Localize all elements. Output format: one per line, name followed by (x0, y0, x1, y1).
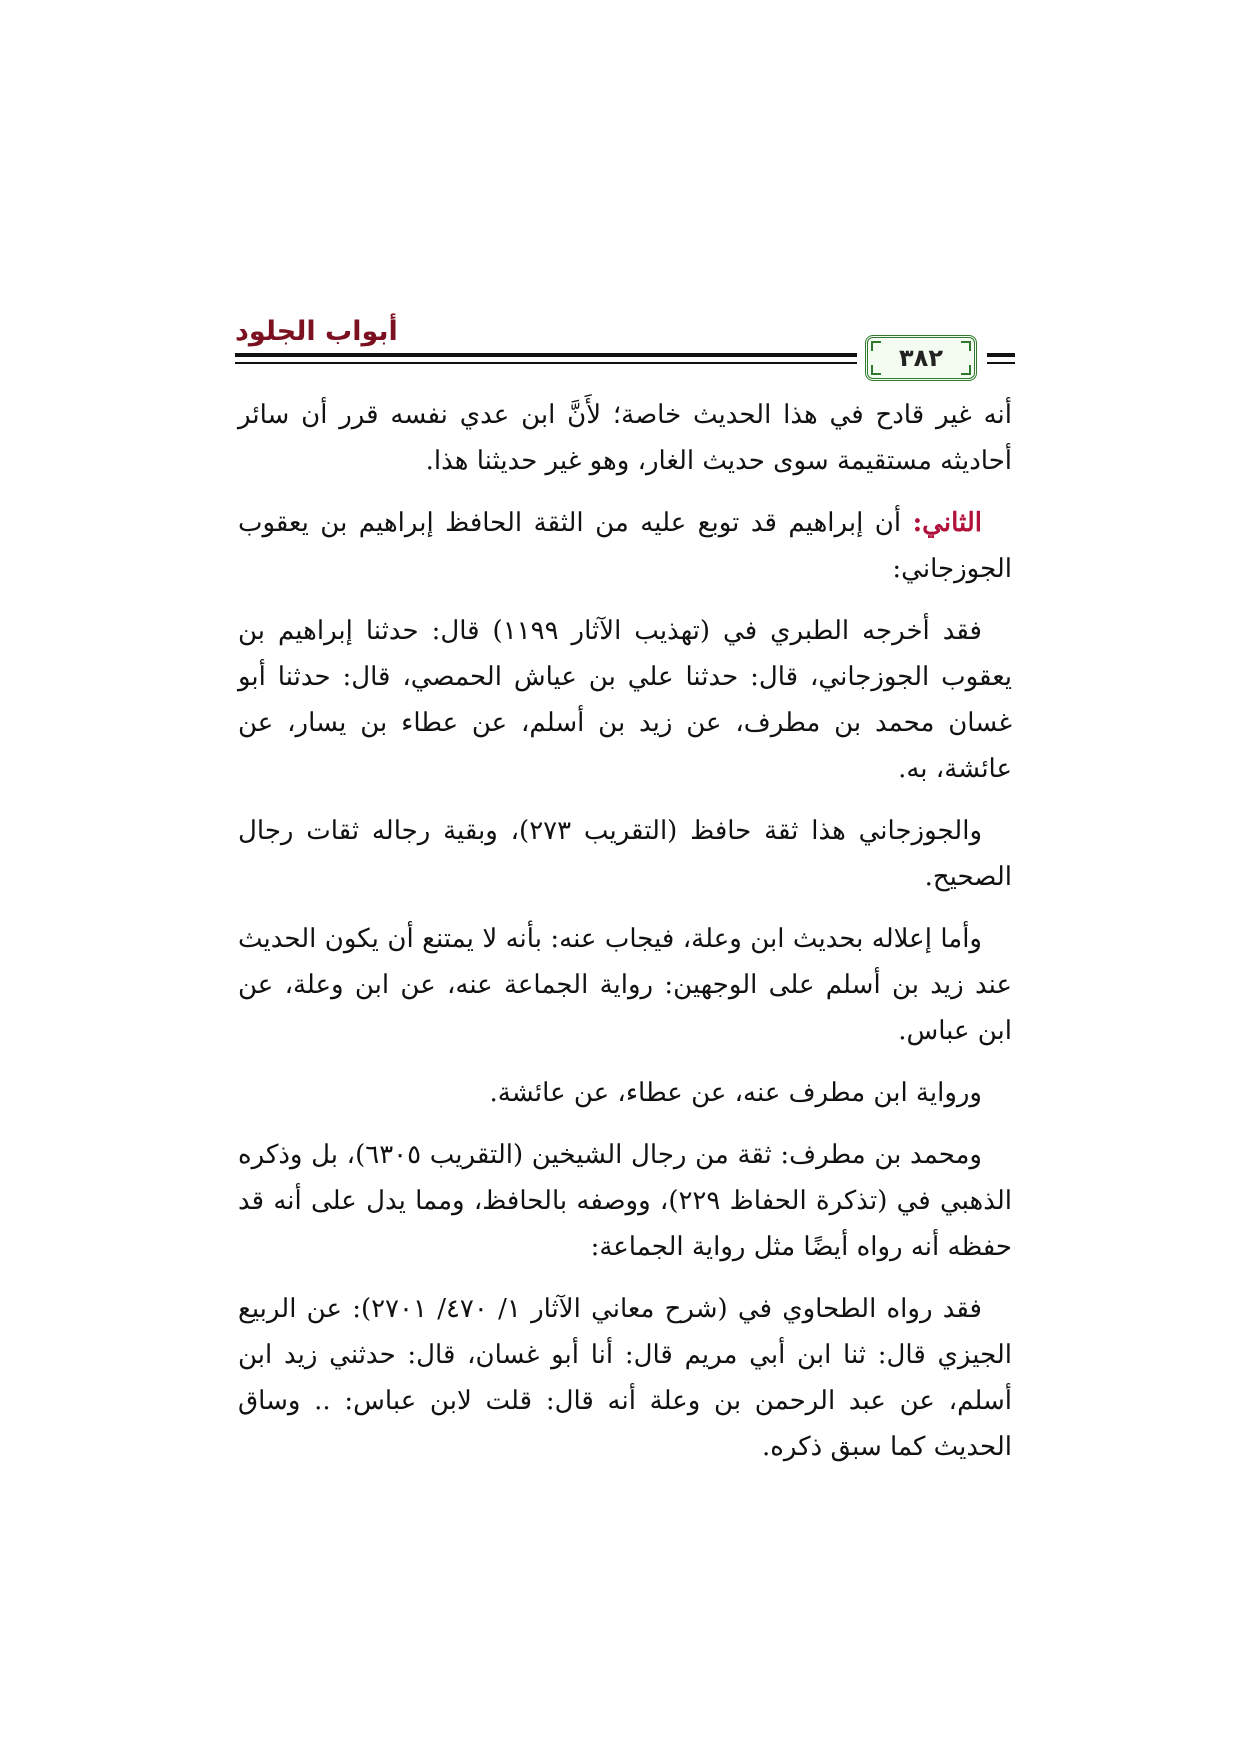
paragraph (238, 392, 1012, 484)
paragraph-text: أنه غير قادح في هذا الحديث خاصة؛ لأَنَّ ابن عدي نفسه قرر أن سائر أحاديثه مستقيمة سوى حديث الغار، وهو غير حديثنا هذا. (238, 400, 1012, 476)
header-rule-right (987, 353, 1015, 357)
page-number: ٣٨٢ (899, 344, 943, 372)
ornament-corner-icon (961, 365, 971, 375)
paragraph-text: فقد رواه الطحاوي في (شرح معاني الآثار ١/ ٤٧٠/ ٢٧٠١): عن الربيع الجيزي قال: ثنا ابن أبي مريم قال: أنا أبو غسان، قال: حدثني زيد ابن أسلم، عن عبد الرحمن بن وعلة أنه قال: قلت لابن عباس: .. وساق الحديث كما سبق ذكره. (238, 1294, 1012, 1462)
paragraph (238, 916, 1012, 1054)
page-number-badge (865, 335, 977, 381)
paragraph (238, 608, 1012, 792)
paragraph-text: وأما إعلاله بحديث ابن وعلة، فيجاب عنه: بأنه لا يمتنع أن يكون الحديث عند زيد بن أسلم على الوجهين: رواية الجماعة عنه، عن ابن وعلة، عن ابن عباس. (238, 924, 1012, 1046)
paragraph (238, 1286, 1012, 1470)
ornament-corner-icon (871, 341, 881, 351)
paragraph (238, 500, 1012, 592)
chapter-title: أبواب الجلود (235, 316, 398, 347)
paragraph (238, 1132, 1012, 1270)
paragraph (238, 808, 1012, 900)
ornament-corner-icon (871, 365, 881, 375)
header-rule (235, 353, 857, 357)
paragraph-text: والجوزجاني هذا ثقة حافظ (التقريب ٢٧٣)، وبقية رجاله ثقات رجال الصحيح. (238, 816, 1012, 892)
paragraph (238, 1070, 1012, 1116)
header-rule-thin (235, 362, 857, 364)
point-label: الثاني: (912, 508, 982, 538)
header-rule-right-thin (987, 362, 1015, 364)
page-header (235, 300, 1015, 380)
main-text (238, 392, 1012, 1486)
paragraph-text: فقد أخرجه الطبري في (تهذيب الآثار ١١٩٩) قال: حدثنا إبراهيم بن يعقوب الجوزجاني، قال: حدثنا علي بن عياش الحمصي، قال: حدثنا أبو غسان محمد بن مطرف، عن زيد بن أسلم، عن عطاء بن يسار، عن عائشة، به. (238, 616, 1012, 784)
paragraph-text: ورواية ابن مطرف عنه، عن عطاء، عن عائشة. (489, 1078, 982, 1108)
paragraph-text: ومحمد بن مطرف: ثقة من رجال الشيخين (التقريب ٦٣٠٥)، بل وذكره الذهبي في (تذكرة الحفاظ ٢٢٩)، ووصفه بالحافظ، ومما يدل على أنه قد حفظه أنه رواه أيضًا مثل رواية الجماعة: (238, 1140, 1012, 1262)
ornament-corner-icon (961, 341, 971, 351)
paragraph-text: أن إبراهيم قد توبع عليه من الثقة الحافظ إبراهيم بن يعقوب الجوزجاني: (238, 508, 1012, 584)
